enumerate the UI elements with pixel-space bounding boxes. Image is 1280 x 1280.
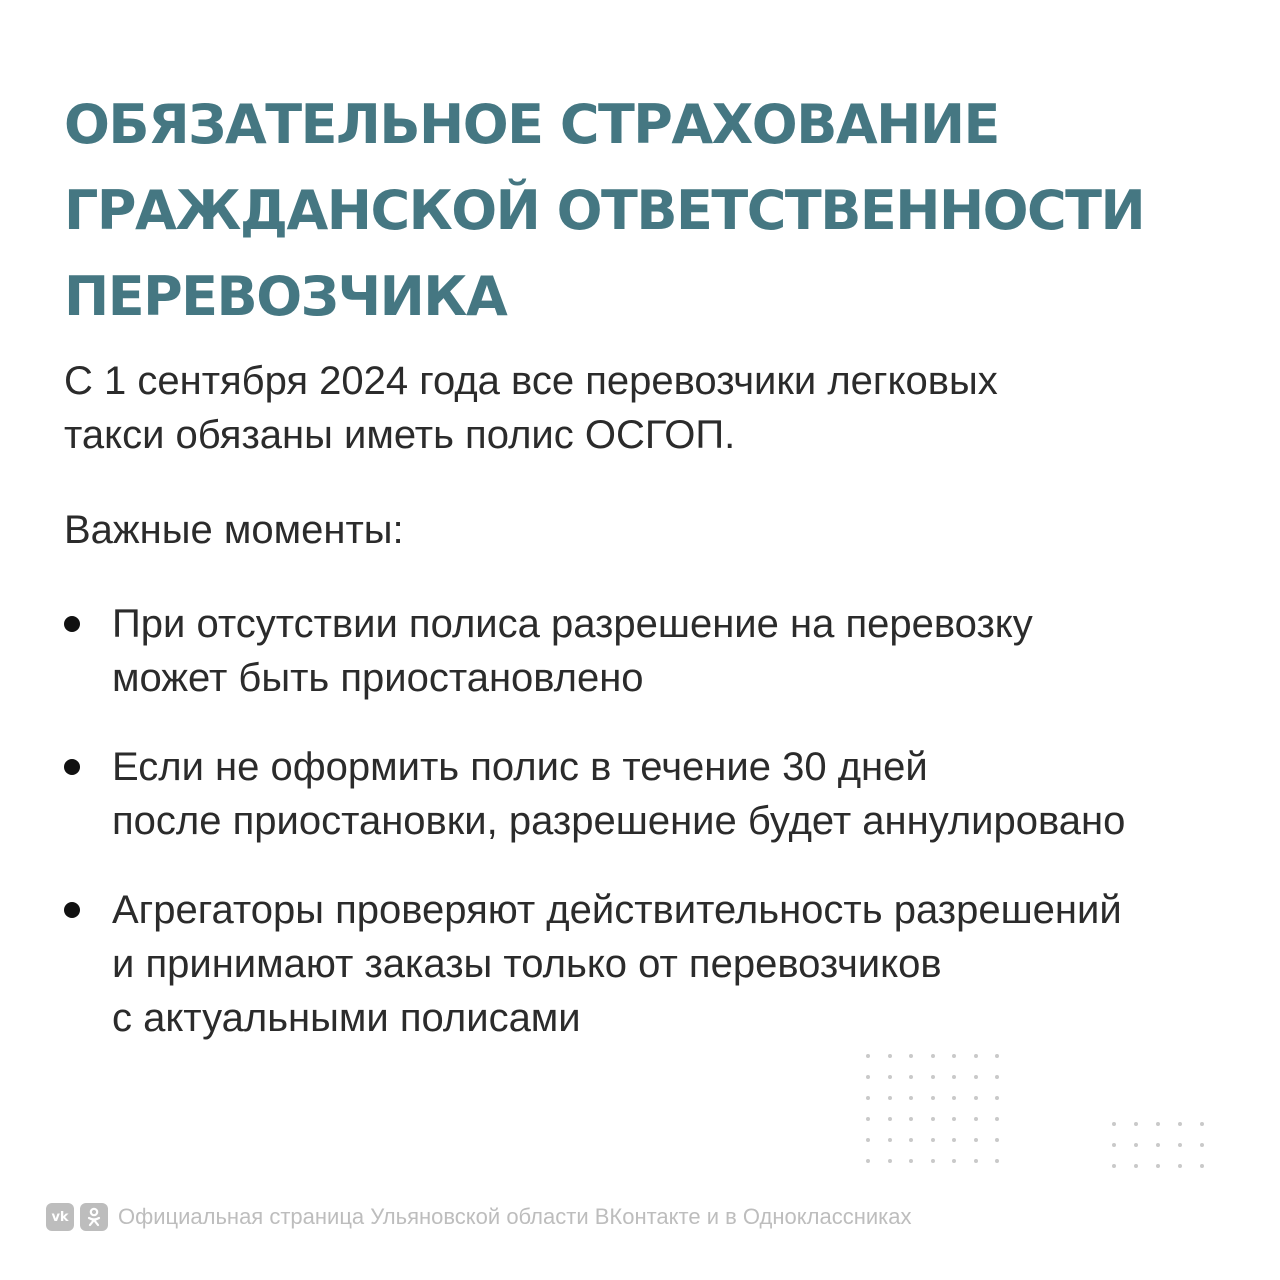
decorative-dot-grid-small (1112, 1122, 1204, 1168)
decorative-dot (1112, 1143, 1116, 1147)
list-item-line: может быть приостановлено (112, 656, 644, 700)
decorative-dot (974, 1054, 978, 1058)
title-line-2: ГРАЖДАНСКОЙ ОТВЕТСТВЕННОСТИ (64, 179, 1145, 242)
decorative-dot (888, 1096, 892, 1100)
decorative-dot (1178, 1164, 1182, 1168)
decorative-dot (909, 1075, 913, 1079)
bullet-dot-icon (64, 616, 80, 632)
footer (46, 1202, 911, 1232)
list-item (64, 740, 1234, 848)
decorative-dot (888, 1054, 892, 1058)
list-item-line: и принимают заказы только от перевозчиков (112, 942, 942, 986)
decorative-dot (931, 1096, 935, 1100)
decorative-dot-grid-large (866, 1054, 999, 1163)
decorative-dot (888, 1075, 892, 1079)
decorative-dot (866, 1075, 870, 1079)
decorative-dot (974, 1096, 978, 1100)
decorative-dot (931, 1075, 935, 1079)
decorative-dot (1112, 1164, 1116, 1168)
title-line-3: ПЕРЕВОЗЧИКА (64, 265, 507, 328)
decorative-dot (888, 1159, 892, 1163)
decorative-dot (995, 1159, 999, 1163)
list-item-line: Если не оформить полис в течение 30 дней (112, 745, 928, 789)
bullet-dot-icon (64, 759, 80, 775)
decorative-dot (909, 1138, 913, 1142)
list-item-line: Агрегаторы проверяют действительность разрешений (112, 888, 1122, 932)
decorative-dot (974, 1159, 978, 1163)
decorative-dot (952, 1117, 956, 1121)
subheading: Важные моменты: (64, 508, 404, 552)
key-points-list (64, 597, 1234, 1045)
title-line-1: ОБЯЗАТЕЛЬНОЕ СТРАХОВАНИЕ (64, 93, 999, 156)
decorative-dot (1112, 1122, 1116, 1126)
decorative-dot (952, 1159, 956, 1163)
decorative-dot (866, 1159, 870, 1163)
list-item (64, 597, 1234, 705)
decorative-dot (866, 1054, 870, 1058)
decorative-dot (931, 1117, 935, 1121)
decorative-dot (866, 1138, 870, 1142)
decorative-dot (1178, 1122, 1182, 1126)
decorative-dot (974, 1117, 978, 1121)
list-item-line: после приостановки, разрешение будет аннулировано (112, 799, 1126, 843)
decorative-dot (995, 1138, 999, 1142)
decorative-dot (888, 1138, 892, 1142)
decorative-dot (995, 1117, 999, 1121)
decorative-dot (995, 1096, 999, 1100)
decorative-dot (1156, 1164, 1160, 1168)
decorative-dot (909, 1096, 913, 1100)
decorative-dot (931, 1054, 935, 1058)
vk-icon: vk (46, 1203, 74, 1231)
decorative-dot (952, 1138, 956, 1142)
footer-text: Официальная страница Ульяновской области ВКонтакте и в Одноклассниках (118, 1204, 912, 1229)
decorative-dot (952, 1075, 956, 1079)
list-item-line: с актуальными полисами (112, 996, 581, 1040)
decorative-dot (1200, 1164, 1204, 1168)
odnoklassniki-icon (80, 1203, 108, 1231)
list-item (64, 883, 1234, 1045)
intro-line-2: такси обязаны иметь полис ОСГОП. (64, 413, 736, 457)
decorative-dot (866, 1096, 870, 1100)
decorative-dot (1178, 1143, 1182, 1147)
decorative-dot (888, 1117, 892, 1121)
decorative-dot (995, 1075, 999, 1079)
decorative-dot (952, 1054, 956, 1058)
decorative-dot (909, 1054, 913, 1058)
decorative-dot (974, 1075, 978, 1079)
decorative-dot (931, 1159, 935, 1163)
decorative-dot (1134, 1143, 1138, 1147)
decorative-dot (995, 1054, 999, 1058)
page-title (64, 82, 1244, 340)
decorative-dot (1200, 1143, 1204, 1147)
decorative-dot (1134, 1122, 1138, 1126)
intro-paragraph (64, 354, 1224, 462)
bullet-dot-icon (64, 902, 80, 918)
decorative-dot (909, 1159, 913, 1163)
decorative-dot (931, 1138, 935, 1142)
decorative-dot (909, 1117, 913, 1121)
decorative-dot (1156, 1143, 1160, 1147)
list-item-line: При отсутствии полиса разрешение на перевозку (112, 602, 1033, 646)
decorative-dot (866, 1117, 870, 1121)
decorative-dot (974, 1138, 978, 1142)
decorative-dot (1134, 1164, 1138, 1168)
decorative-dot (952, 1096, 956, 1100)
intro-line-1: С 1 сентября 2024 года все перевозчики легковых (64, 359, 998, 403)
decorative-dot (1156, 1122, 1160, 1126)
decorative-dot (1200, 1122, 1204, 1126)
